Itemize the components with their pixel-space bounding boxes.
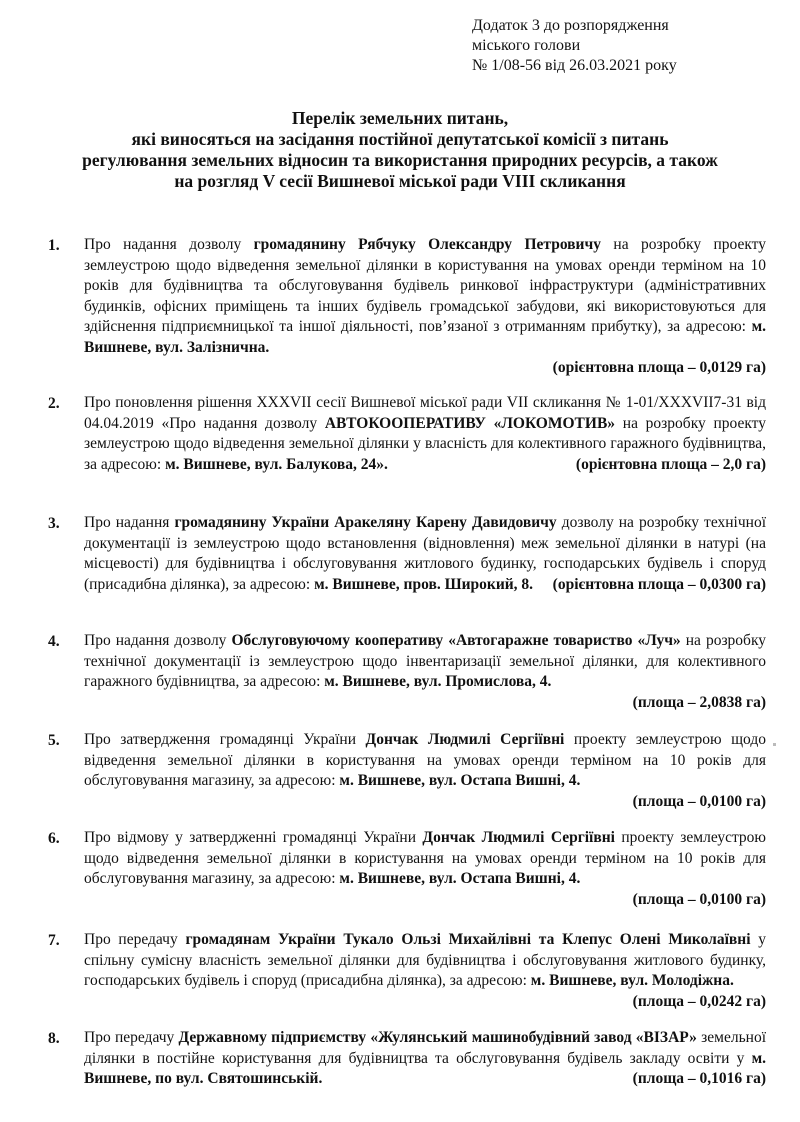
item-text-part: Про поновлення рішення XXXVII сесії Вишневої міської ради VII скликання № 1-01/XXXVII7-31 від 04.04.2019 «Про надання дозволу — [84, 394, 766, 432]
item-address: м. Вишневе, вул. Залізнична. — [84, 318, 766, 356]
item-text-part: Про затвердження громадянці України — [84, 731, 366, 748]
item-area: (площа – 0,0100 га) — [632, 792, 766, 810]
list-item — [48, 828, 768, 910]
item-area: (площа – 0,0100 га) — [632, 890, 766, 908]
item-area: (площа – 0,1016 га) — [632, 1070, 766, 1087]
list-item — [48, 730, 768, 812]
item-address: м. Вишневе, вул. Промислова, 4. — [324, 673, 552, 690]
item-subject: громадянину Рябчуку Олександру Петровичу — [253, 236, 601, 253]
item-text — [84, 1028, 766, 1090]
item-text — [84, 513, 766, 595]
item-text-part: Про надання дозволу — [84, 632, 232, 649]
item-text-part: дозволу на розробку технічної документації із землеустрою щодо встановлення (відновлення) меж земельної ділянки в натурі (на місцевості) для будівництва і обслуговування житлового будинку, господарських будівель і споруд (присадибна ділянка), за адресою: — [84, 514, 767, 593]
item-address: м. Вишневе, вул. Молодіжна. — [530, 972, 734, 989]
list-item — [48, 393, 768, 475]
item-text-part: земельної ділянки в постійне користування для будівництва та обслуговування будівель закладу освіти у — [84, 1029, 766, 1067]
title-line-3: регулювання земельних відносин та використання природних ресурсів, а також — [82, 150, 718, 170]
item-text-part: проекту землеустрою щодо відведення земельної ділянки в користування на умовах оренди терміном на 10 років для обслуговування магазину, за адресою: — [84, 731, 766, 789]
item-subject: Обслуговуючому кооперативу «Автогаражне товариство «Луч» — [231, 632, 681, 649]
item-text-part: проекту землеустрою щодо відведення земельної ділянки в користування на умовах оренди терміном на 10 років для обслуговування магазину, за адресою: — [84, 829, 766, 887]
item-number: 1. — [48, 237, 60, 254]
item-address: м. Вишневе, вул. Остапа Вишні, 4. — [339, 772, 581, 789]
scan-speck — [773, 743, 776, 746]
item-number: 8. — [48, 1030, 60, 1047]
item-subject: громадянам України Тукало Ользі Михайлівні та Клепус Олені Миколаївні — [185, 931, 751, 948]
list-item — [48, 513, 768, 595]
item-text-part: Про відмову у затвердженні громадянці України — [84, 829, 423, 846]
item-text-part: у спільну сумісну власність земельної ділянки для будівництва і обслуговування житлового будинку, господарських будівель і споруд (присадибна ділянка), за адресою: — [84, 931, 767, 989]
item-text — [84, 930, 767, 1010]
item-address: м. Вишневе, пров. Широкий, 8. — [314, 575, 534, 593]
item-text — [84, 828, 766, 910]
appendix-line-3: № 1/08-56 від 26.03.2021 року — [472, 57, 677, 74]
item-text-part: на розробку проекту землеустрою щодо відведення земельної ділянки в користування на умовах оренди терміном на 10 років для будівництва та обслуговування будівель ринкової інфраструктури (адміністративних будинків, офісних приміщень та інших будівель громадської забудови, які використовуються для здійснення підприємницької та іншої діяльності, пов’язаної з отриманням прибутку), за адресою: — [84, 236, 766, 335]
item-area: (орієнтовна площа – 0,0300 га) — [552, 575, 766, 593]
item-subject: Дончак Людмилі Сергіївні — [365, 731, 565, 748]
list-item — [48, 930, 768, 1012]
item-address: м. Вишневе, вул. Остапа Вишні, 4. — [339, 870, 581, 887]
item-number: 7. — [48, 932, 60, 949]
item-text — [84, 631, 766, 713]
appendix-line-1: Додаток 3 до розпорядження — [472, 17, 669, 34]
item-text-part: на розробку проекту землеустрою щодо відведення земельної ділянки у власність для колективного гаражного будівництва, за адресою: — [84, 414, 766, 473]
item-subject: громадянину України Аракеляну Карену Давидовичу — [174, 514, 557, 531]
item-text — [84, 235, 766, 379]
item-area: (орієнтовна площа – 0,0129 га) — [552, 359, 766, 376]
item-area: (площа – 0,0242 га) — [632, 992, 766, 1010]
item-area: (орієнтовна площа – 2,0 га) — [575, 455, 766, 473]
item-number: 5. — [48, 732, 60, 749]
item-text-part: Про передачу — [84, 1029, 179, 1046]
title-line-1: Перелік земельних питань, — [291, 108, 509, 128]
item-area: (площа – 2,0838 га) — [632, 693, 766, 711]
list-item — [48, 1028, 768, 1090]
appendix-note — [472, 16, 677, 76]
item-address: м. Вишневе, вул. Балукова, 24». — [165, 455, 388, 473]
item-subject: АВТОКООПЕРАТИВУ «ЛОКОМОТИВ» — [324, 414, 616, 432]
list-item — [48, 235, 768, 379]
item-number: 2. — [48, 395, 60, 412]
item-number: 4. — [48, 633, 60, 650]
appendix-line-2: міського голови — [472, 37, 581, 54]
item-text — [84, 730, 766, 812]
item-text — [84, 393, 766, 475]
item-subject: Державному підприємству «Жулянський машинобудівний завод «ВІЗАР» — [178, 1029, 697, 1046]
title-line-4: на розгляд V сесії Вишневої міської ради VIII скликання — [174, 171, 626, 191]
item-subject: Дончак Людмилі Сергіївні — [422, 829, 615, 846]
list-item — [48, 631, 768, 713]
item-text-part: Про надання дозволу — [84, 236, 254, 253]
item-number: 3. — [48, 515, 60, 532]
item-number: 6. — [48, 830, 60, 847]
item-text-part: на розробку технічної документації із землеустрою щодо інвентаризації земельної ділянки, для колективного гаражного будівництва, за адресою: — [84, 632, 767, 690]
title-line-2: які виносяться на засідання постійної депутатської комісії з питань — [131, 129, 669, 149]
item-text-part: Про передачу — [84, 931, 186, 948]
item-address: м. Вишневе, по вул. Святошинській. — [84, 1049, 766, 1087]
item-text-part: Про надання — [84, 514, 175, 531]
document-title — [40, 108, 760, 192]
